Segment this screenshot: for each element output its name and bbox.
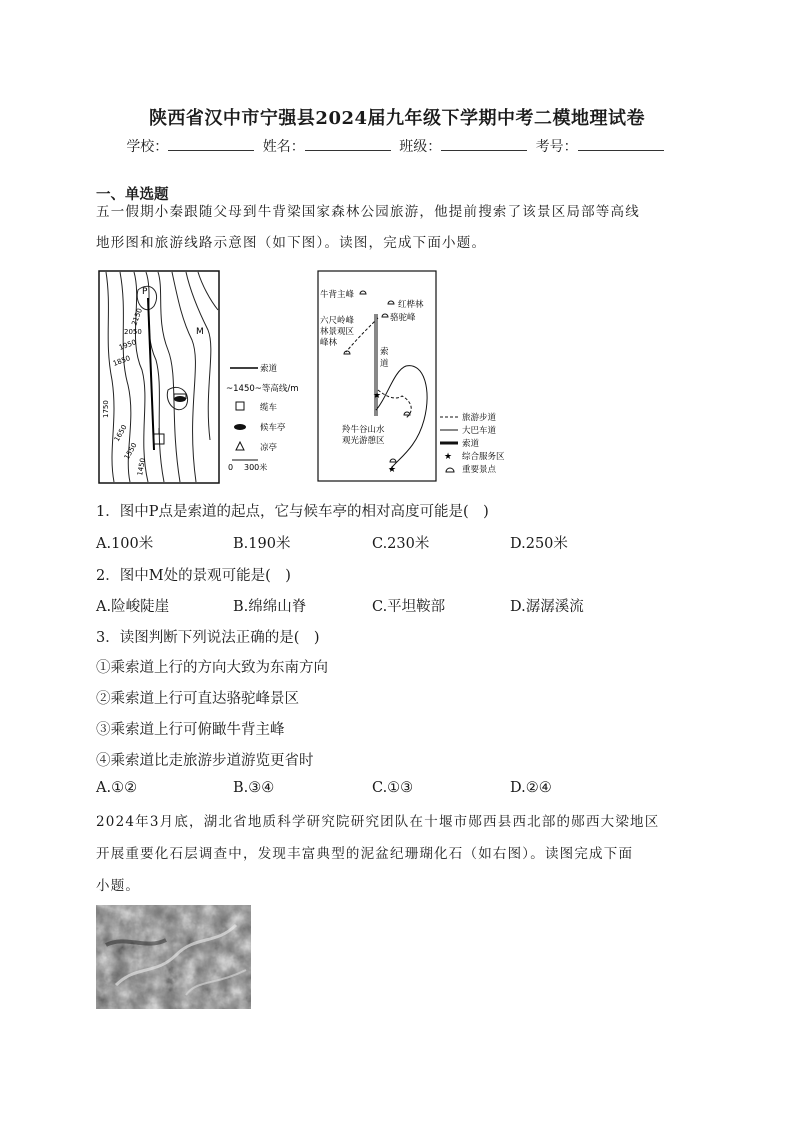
q3-statement-1: ①乘索道上行的方向大致为东南方向 — [96, 660, 328, 676]
bus-road — [376, 366, 427, 470]
spot-icon — [404, 412, 410, 415]
legend-star-icon: ★ — [444, 452, 453, 462]
legend-service: 综合服务区 — [462, 452, 505, 462]
contour-line — [186, 272, 211, 440]
route-map — [316, 270, 516, 484]
q3-stem: 3．读图判断下列说法正确的是( ) — [96, 630, 320, 646]
contour-line — [158, 272, 180, 482]
legend-spot: 重要景点 — [462, 465, 497, 475]
peak-label: 牛背主峰 — [320, 290, 355, 300]
legend-cableway: 索道 — [260, 364, 278, 374]
q3-option-c[interactable]: C.①③ — [372, 780, 414, 796]
coral-fossil-photo — [96, 905, 251, 1009]
service-star: ★ — [388, 465, 397, 475]
contour-label: 1850 — [111, 354, 132, 368]
valley-label-2: 观光游憩区 — [342, 436, 385, 446]
scale-zero: 0 — [228, 463, 234, 472]
contour-label: 1750 — [102, 400, 110, 418]
spot-icon — [390, 459, 396, 462]
legend-pavilion: 凉亭 — [260, 443, 278, 453]
point-m-label: M — [196, 327, 204, 337]
number-label: 考号： — [535, 139, 578, 155]
legend-cable: 索道 — [462, 439, 480, 449]
liuchi-label-1: 六尺岭峰 — [320, 316, 355, 326]
q1-option-c[interactable]: C.230米 — [372, 536, 430, 552]
q3-option-d[interactable]: D.②④ — [510, 780, 552, 796]
school-label: 学校： — [126, 139, 169, 155]
service-star: ★ — [373, 391, 382, 401]
name-label: 姓名： — [262, 139, 305, 155]
passage1 — [96, 197, 706, 259]
q3-statement-2: ②乘索道上行可直达骆驼峰景区 — [96, 691, 299, 707]
q2-option-c[interactable]: C.平坦鞍部 — [372, 599, 446, 615]
contour-line — [106, 272, 114, 482]
legend-trail: 旅游步道 — [462, 413, 497, 423]
student-info-line — [0, 136, 794, 156]
spot-icon — [382, 314, 388, 317]
spot-icon — [388, 301, 394, 304]
cable-label-1: 索 — [380, 347, 389, 357]
legend-cablecar: 缆车 — [260, 403, 278, 413]
passage1-line1: 五一假期小秦跟随父母到牛背梁国家森林公园旅游，他提前搜索了该景区局部等高线 — [96, 204, 640, 220]
contour-label: 1550 — [122, 441, 139, 461]
q2-stem: 2．图中M处的景观可能是( ) — [96, 568, 291, 584]
liuchi-label-2: 林景观区 — [320, 327, 355, 337]
q1-option-a[interactable]: A.100米 — [96, 536, 154, 552]
passage2-line1: 2024年3月底，湖北省地质科学研究院研究团队在十堰市郧西县西北部的郧西大梁地区 — [96, 814, 660, 830]
passage2-line2: 开展重要化石层调查中，发现丰富典型的泥盆纪珊瑚化石（如右图）。读图完成下面 — [96, 846, 634, 862]
q1-stem: 1．图中P点是索道的起点，它与候车亭的相对高度可能是( ) — [96, 504, 489, 520]
q3-option-a[interactable]: A.①② — [96, 780, 138, 796]
q2-option-b[interactable]: B.绵绵山脊 — [233, 599, 307, 615]
trail-path — [378, 390, 411, 418]
contour-label: 2150 — [130, 307, 144, 327]
contour-line — [198, 272, 218, 310]
camel-label: 骆驼峰 — [390, 313, 416, 323]
contour-line — [172, 272, 196, 482]
passage1-line2: 地形图和旅游线路示意图（如下图）。读图，完成下面小题。 — [96, 235, 487, 251]
number-blank[interactable] — [578, 136, 664, 151]
point-p-label: P — [142, 287, 148, 297]
legend-spot-icon — [446, 468, 454, 472]
contour-lines — [106, 272, 218, 482]
legend-station: 候车亭 — [260, 423, 286, 433]
contour-label: 1950 — [117, 338, 138, 352]
spot-icon — [360, 291, 366, 294]
section-heading: 一、单选题 — [96, 187, 169, 203]
name-blank[interactable] — [305, 136, 391, 151]
contour-label: 1450 — [136, 457, 148, 477]
passage2-line3: 小题。 — [96, 878, 141, 894]
contour-line — [134, 272, 148, 482]
q2-option-d[interactable]: D.潺潺溪流 — [510, 599, 584, 615]
legend-station-icon — [234, 424, 246, 430]
legend-cablecar-icon — [236, 402, 244, 410]
q1-option-b[interactable]: B.190米 — [233, 536, 291, 552]
q3-statement-3: ③乘索道上行可俯瞰牛背主峰 — [96, 722, 285, 738]
legend-bus: 大巴车道 — [462, 426, 497, 436]
q2-option-a[interactable]: A.险峻陡崖 — [96, 599, 170, 615]
class-blank[interactable] — [441, 136, 527, 151]
passage2 — [96, 806, 706, 902]
cableway-line — [148, 298, 154, 450]
contour-label: 2050 — [124, 328, 142, 336]
redbirch-label: 红桦林 — [398, 300, 424, 310]
q3-statement-4: ④乘索道比走旅游步道游览更省时 — [96, 753, 314, 769]
q3-option-b[interactable]: B.③④ — [233, 780, 275, 796]
scale-length: 300米 — [244, 463, 268, 472]
liuchi-label-3: 峰林 — [320, 338, 338, 348]
legend-contour: ~1450~等高线/m — [226, 384, 299, 394]
legend-pavilion-icon — [236, 442, 244, 450]
exam-title: 陕西省汉中市宁强县2024届九年级下学期中考二模地理试卷 — [148, 108, 646, 129]
cable-label-2: 道 — [380, 359, 389, 369]
contour-label: 1650 — [112, 423, 129, 443]
station-icon — [174, 394, 186, 402]
class-label: 班级： — [399, 139, 442, 155]
valley-label-1: 羚牛谷山水 — [342, 425, 385, 435]
contour-map — [98, 270, 316, 484]
q1-option-d[interactable]: D.250米 — [510, 536, 568, 552]
school-blank[interactable] — [168, 136, 254, 151]
